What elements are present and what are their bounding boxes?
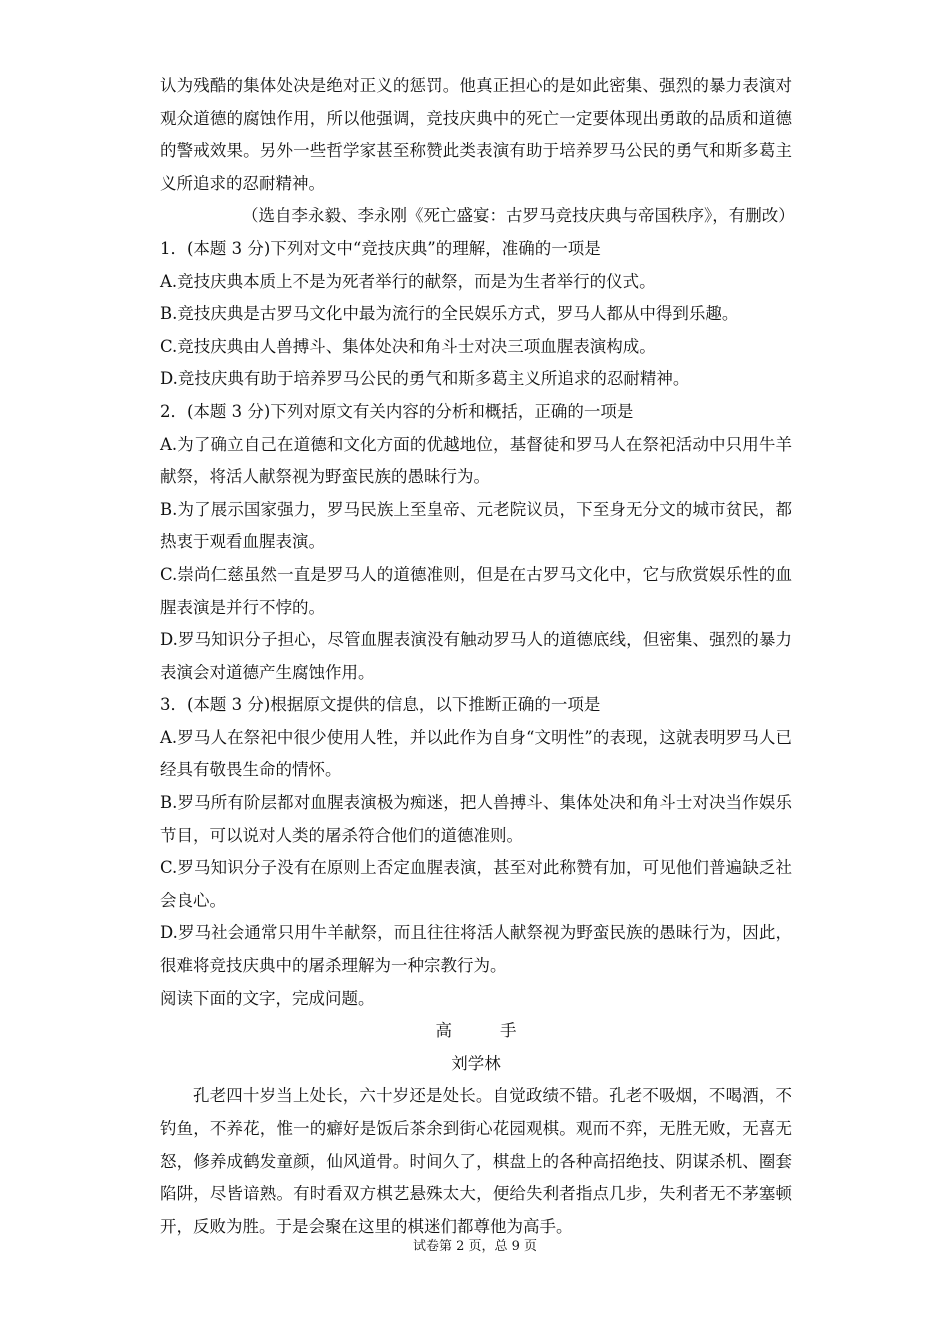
question-3-option-d: D.罗马社会通常只用牛羊献祭，而且往往将活人献祭视为野蛮民族的愚昧行为，因此， [160,923,792,943]
question-3-option-b-cont: 节目，可以说对人类的屠杀符合他们的道德准则。 [160,825,523,845]
question-2-option-b-cont: 热衷于观看血腥表演。 [160,532,325,552]
question-3-option-a-cont: 经具有敬畏生命的情怀。 [160,760,342,780]
question-1-option-d: D.竞技庆典有助于培养罗马公民的勇气和斯多葛主义所追求的忍耐精神。 [160,369,690,389]
question-3-stem: 3．(本题 3 分)根据原文提供的信息，以下推断正确的一项是 [160,695,601,715]
page-footer: 试卷第 2 页，总 9 页 [412,1239,538,1254]
question-1-stem: 1．(本题 3 分)下列对文中“竞技庆典”的理解，准确的一项是 [160,238,601,258]
question-3-option-c-cont: 会良心。 [160,890,226,910]
question-2-option-c-cont: 腥表演是并行不悖的。 [160,597,325,617]
question-2-option-d: D.罗马知识分子担心，尽管血腥表演没有触动罗马人的道德底线，但密集、强烈的暴力 [160,630,792,650]
story-paragraph-line: 钓鱼，不养花，惟一的癖好是饭后茶余到街心花园观棋。观而不弈，无胜无败，无喜无 [160,1119,792,1138]
question-1-option-c: C.竞技庆典由人兽搏斗、集体处决和角斗士对决三项血腥表演构成。 [160,336,656,356]
question-1-option-b: B.竞技庆典是古罗马文化中最为流行的全民娱乐方式，罗马人都从中得到乐趣。 [160,304,739,324]
exam-page [160,70,795,1243]
question-2-option-c: C.崇尚仁慈虽然一直是罗马人的道德准则，但是在古罗马文化中，它与欣赏娱乐性的血 [160,564,792,584]
story-paragraph-line: 开，反败为胜。于是会聚在这里的棋迷们都尊他为高手。 [160,1216,573,1236]
story-paragraph-line: 怒，修养成鹤发童颜，仙风道骨。时间久了，棋盘上的各种高招绝技、阴谋杀机、圈套 [160,1151,792,1171]
passage-line: 的警戒效果。另外一些哲学家甚至称赞此类表演有助于培养罗马公民的勇气和斯多葛主 [160,141,792,161]
source-note: （选自李永毅、李永刚《死亡盛宴：古罗马竞技庆典与帝国秩序》，有删改） [242,206,795,226]
passage-line: 观众道德的腐蚀作用，所以他强调，竞技庆典中的死亡一定要体现出勇敢的品质和道德 [160,108,792,128]
question-3-option-d-cont: 很难将竞技庆典中的屠杀理解为一种宗教行为。 [160,956,507,976]
story-title [160,1015,792,1048]
question-1-option-a: A.竞技庆典本质上不是为死者举行的献祭，而是为生者举行的仪式。 [160,271,656,291]
story-paragraph-line: 陷阱，尽皆谙熟。有时看双方棋艺悬殊太大，便给失利者指点几步，失利者无不茅塞顿 [160,1184,792,1204]
question-2-option-a: A.为了确立自己在道德和文化方面的优越地位，基督徒和罗马人在祭祀活动中只用牛羊 [160,434,792,454]
question-3-option-c: C.罗马知识分子没有在原则上否定血腥表演，甚至对此称赞有加，可见他们普遍缺乏社 [160,858,792,878]
question-2-option-d-cont: 表演会对道德产生腐蚀作用。 [160,662,375,682]
question-2-option-b: B.为了展示国家强力，罗马民族上至皇帝、元老院议员，下至身无分文的城市贫民，都 [160,499,792,519]
question-3-option-a: A.罗马人在祭祀中很少使用人牲，并以此作为自身“文明性”的表现，这就表明罗马人已 [160,727,792,747]
story-title-char: 手 [500,1021,517,1041]
question-2-stem: 2．(本题 3 分)下列对原文有关内容的分析和概括，正确的一项是 [160,401,634,421]
question-3-option-b: B.罗马所有阶层都对血腥表演极为痴迷，把人兽搏斗、集体处决和角斗士对决当作娱乐 [160,793,792,813]
story-paragraph-line: 孔老四十岁当上处长，六十岁还是处长。自觉政绩不错。孔老不吸烟，不喝酒，不 [193,1086,792,1106]
passage-line: 认为残酷的集体处决是绝对正义的惩罚。他真正担心的是如此密集、强烈的暴力表演对 [160,76,792,95]
passage-line: 义所追求的忍耐精神。 [160,173,325,193]
question-2-option-a-cont: 献祭，将活人献祭视为野蛮民族的愚昧行为。 [160,467,490,487]
story-author: 刘学林 [451,1053,501,1073]
reading-instruction: 阅读下面的文字，完成问题。 [160,988,375,1008]
story-title-char: 高 [435,1021,452,1041]
